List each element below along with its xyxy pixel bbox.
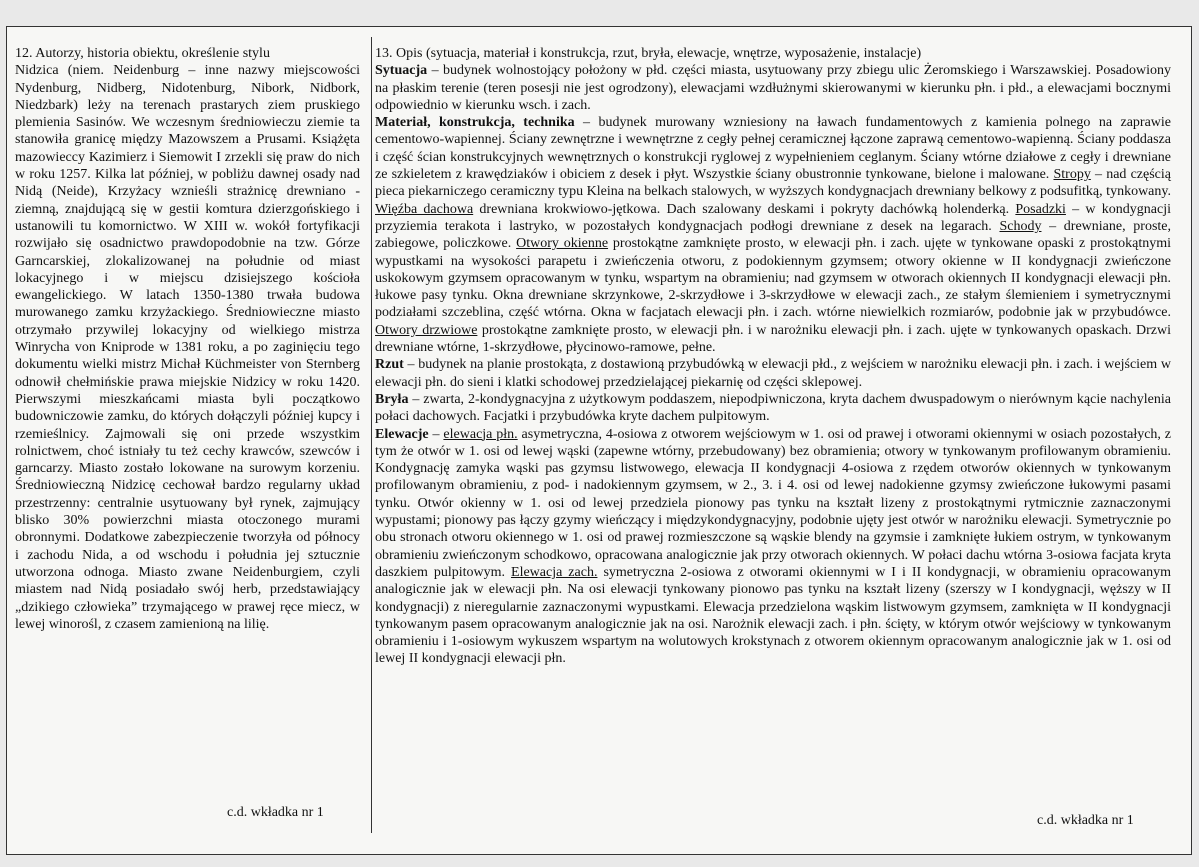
section-sytuacja [375,62,1171,114]
otwory-okienne-label: Otwory okienne [516,236,609,252]
material-text-4: – w kondygnacji przyziemia terakota i lastryko, w pozostałych kondygnacjach podłogi drewniane z desek na legarach. [375,201,1171,234]
bryla-label: Bryła [375,391,409,407]
section-rzut [375,356,1171,391]
material-text-1: – budynek murowany wzniesiony na ławach fundamentowych z kamienia polnego na zaprawie cementowo-wapiennej. Ściany zewnętrzne i wewnętrzne z cegły pełnej ceramicznej łączone zaprawą cementowo-wapienną. Ściany poddasza i część ścian konstrukcyjnych wewnętrznych o konstrukcji ryglowej z wypełnieniem ceglanym. Ściany wtórne działowe z cegły i drewniane ze szkieletem z krawędziaków i obiciem z desek i płyt. Wszystkie ściany obustronnie tynkowane, bielone i malowane. [375,115,1172,183]
rzut-label: Rzut [375,357,404,373]
sytuacja-text: – budynek wolnostojący położony w płd. części miasta, usytuowany przy zbiegu ulic Żeromskiego i Warszawskiej. Posadowiony na płaskim terenie (teren posesji nie jest ogrodzony), elewacjami wzdłużnymi skierowanymi w kierunku płn. i płd., a elewacjami bocznymi odpowiednio w kierunku wsch. i zach. [375,63,1171,113]
posadzki-label: Posadzki [1015,201,1066,217]
description-heading: 13. Opis (sytuacja, materiał i konstrukcja, rzut, bryła, elewacje, wnętrze, wyposażenie, instalacje) [375,46,922,61]
rzut-text: – budynek na planie prostokąta, z dostawioną przybudówką w elewacji płd., z wejściem w narożniku elewacji płn. i zach. i wejściem w elewacji płn. do sieni i klatki schodowej przedzielającej piekarnię od części sklepowej. [375,357,1171,390]
history-text: Nidzica (niem. Neidenburg – inne nazwy miejscowości Nydenburg, Nidberg, Nidotenburg, Nibork, Nidbork, Niedzbark) leży na terenach prastarych ziem pruskiego plemienia Sasinów. We wczesnym średniowieczu ziemie ta stanowiła granicę między Mazowszem a Prusami. Książęta mazowieccy Kazimierz i Siemowit I zrzekli się praw do nich w roku 1257. Kilka lat później, w pobliżu dawnej osady nad Nidą (Neide), Krzyżacy wznieśli strażnicę drewniano -ziemną, znajdującą się w gestii komtura dzierzgońskiego i ustanowili tu komornictwo. W XIII w. wokół fortyfikacji rozwijało się osadnictwo prawdopodobnie na tzw. Górze Garncarskiej, zlokalizowanej na południe od miast lokacyjnego i w miejscu dzisiejszego kościoła ewangelickiego. W latach 1350-1380 trwała budowa murowanego zamku krzyżackiego. Średniowieczne miasto otrzymało przywilej lokacyjny od wielkiego mistrza Winrycha von Kniprode w 1381 roku, a po zaginięciu tego dokumentu wielki mistrz Michał Küchmeister von Sternberg odnowił chełmińskie prawa miejskie Nidzicy w roku 1420. Pierwszymi mieszkańcami miasta byli początkowo budowniczowie zamku, do których dołączyli później kupcy i rzemieślnicy. Zajmowali się oni przede wszystkim rolnictwem, choć istniały tu też cechy krawców, szewców i garncarzy. Miasto zostało lokowane na surowym korzeniu. Średniowieczną Nidzicę cechował bardzo regularny układ przestrzenny: centralnie usytuowany był rynek, zajmujący blisko 30% powierzchni miasta otoczonego murami obronnymi. Dodatkowe zabezpieczenie tworzyła od północy i zachodu Nida, a od wschodu i południa jej sztucznie utworzona odnoga. Miasto zwane Neidenburgiem, czyli miastem nad Nidą posiadało swój herb, przedstawiający „dzikiego człowieka” trzymającego w prawej ręce miecz, w lewej winorośl, z czasem zamienioną na lilię. [15,63,360,632]
elewacje-text-1: asymetryczna, 4-osiowa z otworem wejściowym w 1. osi od prawej i otworami okiennymi w osiach pozostałych, z tym że otwór w 1. osi od lewej wąski (zapewne wtórny, przebudowany) bez obramienia; otwory w tynkowanym profilowanym obramieniu. Kondygnację zamyka wąski pas gzymsu listwowego, elewacja II kondygnacji 4-osiowa z rzędem otworów okiennych w tynkowanym profilowanym obramieniu, z pod- i nadokiennym gzymsem, w 2., 3. i 4. osi od lewej nadokienne gzymsy zwieńczone łukowymi pasami tynku. Otwór okienny w 1. osi od lewej przedziela pionowy pas tynku na kształt lizeny z prostokątnymi rytmicznie zaznaczonymi wypustami; pionowy pas łączy gzymy wieńczący i międzykondygnacyjny, podobnie ujęty jest otwór w narożniku elewacji. Symetrycznie po obu stronach otworu okiennego w 1. osi od prawej rozmieszczone są wąskie blendy na gzymsie i zamknięte łukiem ostrym, w tynkowanym obramieniu zwieńczonym schodkowo, opracowana analogicznie jak przy otworach okiennych. W połaci dachu wtórna 3-osiowa facjata kryta daszkiem pulpitowym. [375,426,1172,580]
material-label: Materiał, konstrukcja, technika [375,115,575,131]
elewacje-dash: – [428,426,444,442]
elewacja-zach-label: Elewacja zach. [511,564,598,580]
elewacja-pln-label: elewacja płn. [443,426,518,442]
bryla-text: – zwarta, 2-kondygnacyjna z użytkowym poddaszem, niepodpiwniczona, kryta dachem dwuspadowym o nierównym kącie nachylenia połaci dachowych. Facjatki i przybudówka kryte dachem pulpitowym. [375,391,1171,425]
material-text-6: prostokątne zamknięte prosto, w elewacji płn. i zach. ujęte w tynkowane opaski z prostokątnymi wypustkami na wysokości parapetu i zwieńczenia otworu, z podokiennym gzymsem; otwory okienne w II kondygnacji zwieńczone uskokowym gzymsem opracowanym w tynku, wspartym na obramieniu; nad gzymsem w otworach okiennych II kondygnacji elewacji płn. łukowe pasy tynku. Okna drewniane skrzynkowe, 2-skrzydłowe i 3-skrzydłowe w elewacji zach., ze stałym ślemieniem i symetrycznymi podziałami szczeblina, część wtórna. Okna w facjatach elewacji płn. i zach. wtórne niewielkich rozmiarów, podobnie jak w przybudówce. [375,236,1171,321]
otwory-drzwiowe-label: Otwory drzwiowe [375,322,478,338]
material-text-3: drewniana krokwiowo-jętkowa. Dach szalowany deskami i pokryty dachówką holenderką. [473,201,1016,217]
column-divider [371,37,372,833]
document-sheet [6,26,1192,855]
section-bryla [375,391,1171,426]
material-text-7: prostokątne zamknięte prosto, w elewacji płn. i w narożniku elewacji płn. i zach. ujęte w tynkowanych opaskach. Drzwi drewniane wtórne, 1-skrzydłowe, płycinowo-ramowe, pełne. [375,322,1171,356]
history-heading: 12. Autorzy, historia obiektu, określenie stylu [15,46,270,61]
sytuacja-label: Sytuacja [375,63,428,79]
elewacje-text-2: symetryczna 2-osiowa z otworami okiennymi w I i II kondygnacji, w obramieniu opracowanym analogicznie jak w elewacji płn. Na osi elewacji tynkowany pionowo pas tynku na kształt lizeny (szerszy w I kondygnacji, węższy w II kondygnacji) z nieregularnie zaznaczonymi wypustkami. Elewacja przedzielona wąskim listwowym gzymsem, zamknięta w II kondygnacji tynkowanym pasem opracowanym analogicznie jak na osi. Narożnik elewacji zach. i płn. ścięty, w którym otwór wejściowy w tynkowanym obramieniu i 1-osiowym wykuszem wspartym na wolutowych krokstynach z otworem okiennym opracowanym analogicznie jak w 1. osi od lewej II kondygnacji elewacji płn. [375,564,1171,667]
section-material [375,114,1171,356]
schody-label: Schody [999,218,1042,234]
stropy-label: Stropy [1053,167,1091,183]
elewacje-label: Elewacje [375,426,429,442]
wiezba-label: Więźba dachowa [375,201,474,217]
section-elewacje [375,426,1171,668]
material-text-5: – drewniane, proste, zabiegowe, policzkowe. [375,218,1171,252]
description-column [375,45,1171,825]
history-column [15,45,360,825]
continued-note-right: c.d. wkładka nr 1 [1037,813,1134,828]
material-text-2: – nad częścią pieca piekarniczego ceramiczny typu Kleina na belkach stalowych, w wyższych kondygnacjach drewniany belkowy z podsufitką, tynkowany. [375,167,1171,200]
continued-note-left: c.d. wkładka nr 1 [227,805,324,820]
